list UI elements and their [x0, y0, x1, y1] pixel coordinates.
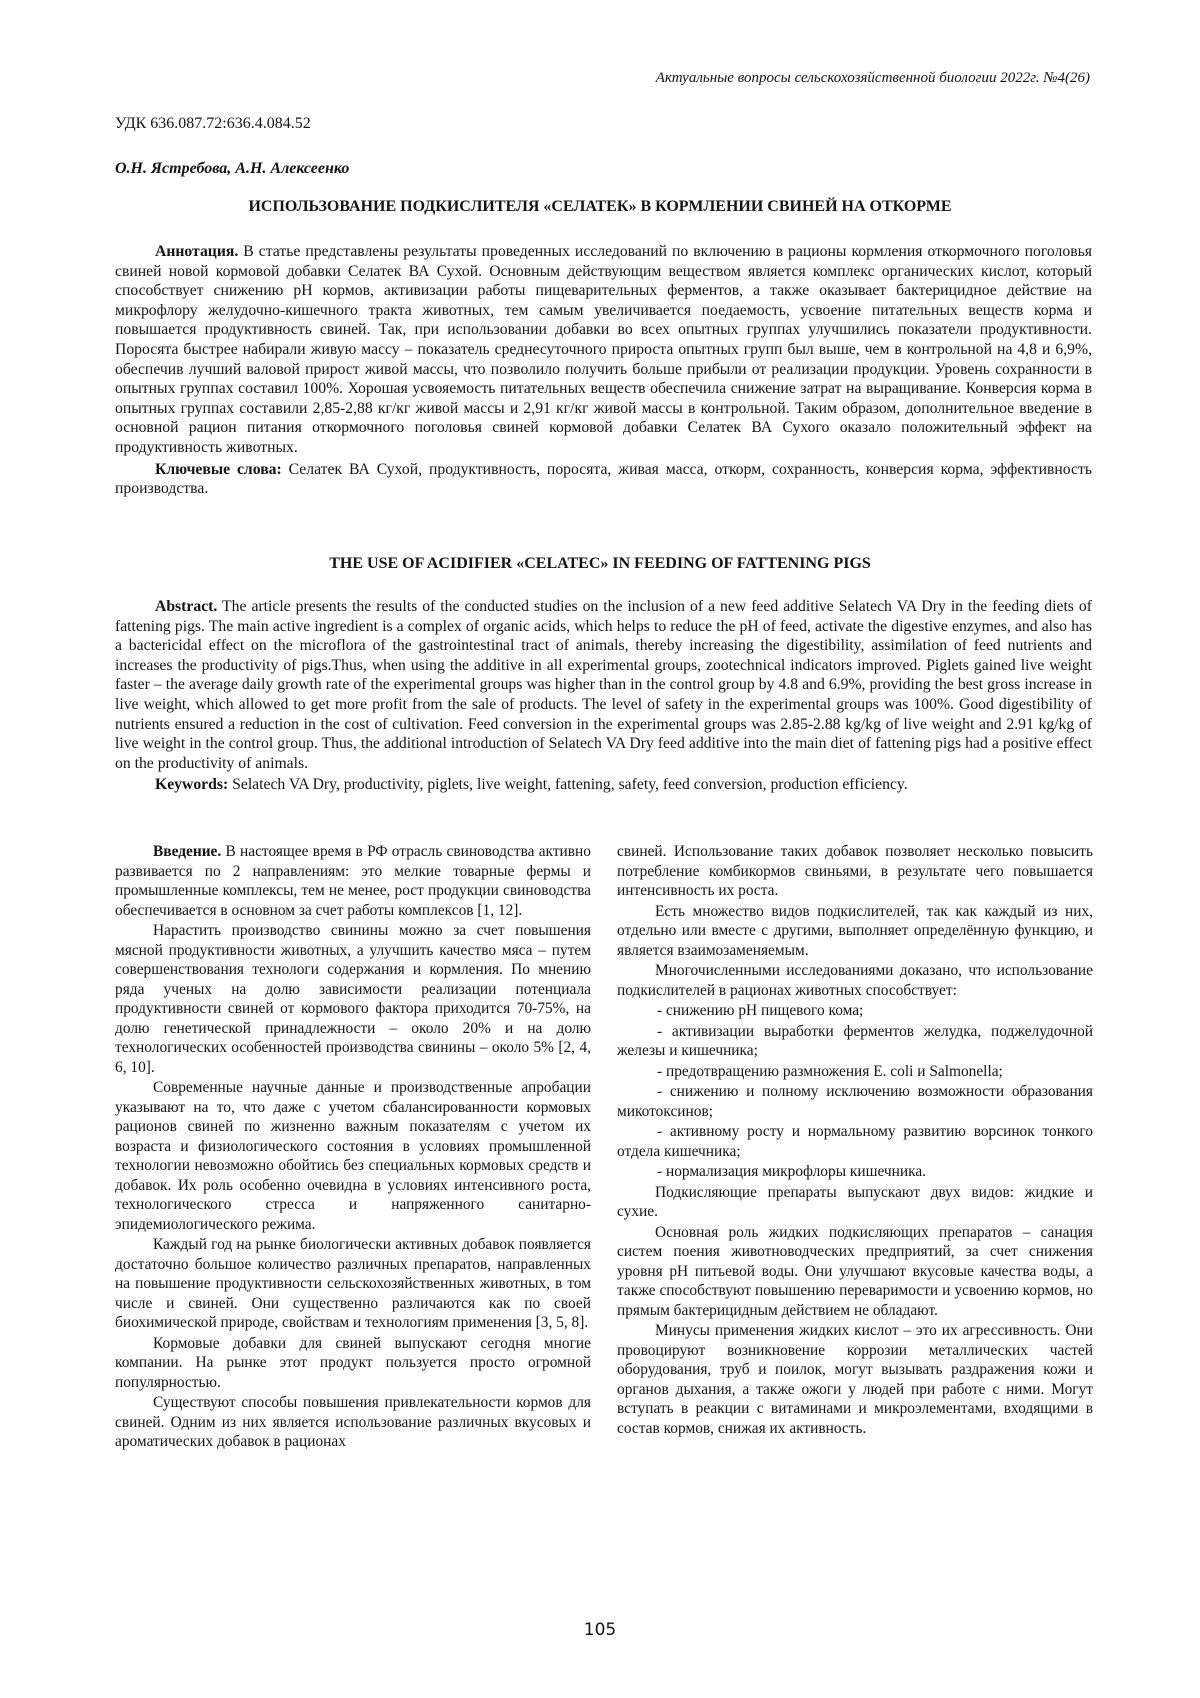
article-title-ru: ИСПОЛЬЗОВАНИЕ ПОДКИСЛИТЕЛЯ «СЕЛАТЕК» В КОРМЛЕНИИ СВИНЕЙ НА ОТКОРМЕ	[248, 198, 952, 215]
bullet-item: - снижению pH пищевого кома;	[657, 1002, 864, 1019]
article-title-en: THE USE OF ACIDIFIER «CELATEC» IN FEEDING OF FATTENING PIGS	[329, 555, 871, 572]
body-paragraph: Подкисляющие препараты выпускают двух видов: жидкие и сухие.	[617, 1183, 1093, 1220]
body-paragraph: свиней. Использование таких добавок позволяет несколько повысить потребление комбикормов свиньями, в результате чего повышается интенсивность их роста.	[617, 843, 1093, 899]
body-paragraph: Современные научные данные и производственные апробации указывают на то, что даже с учетом сбалансированности кормовых рационов свиней по жизненно важным показателям с учетом их возраста и физиологического состояния в условиях промышленной технологии невозможно обойтись без специальных кормовых средств и добавок. Их роль особенно очевидна в условиях интенсивного роста, технологического стресса и напряженного санитарно-эпидемиологического режима.	[115, 1079, 591, 1233]
body-paragraph: Каждый год на рынке биологически активных добавок появляется достаточно большое количество различных препаратов, направленных на повышение продуктивности сельскохозяйственных животных, в том числе и свиней. Они существенно различаются как по своей биохимической природе, свойствам и технологиям применения [3, 5, 8].	[115, 1236, 591, 1331]
abstract-ru	[115, 242, 1092, 499]
body-paragraph: Минусы применения жидких кислот – это их агрессивность. Они провоцируют возникновение коррозии металлических частей оборудования, труб и поилок, могут вызывать раздражения кожи и органов дыхания, а также ожоги у людей при работе с ними. Могут вступать в реакции с витаминами и микроэлементами, входящими в состав кормов, снижая их активность.	[617, 1322, 1093, 1437]
bullet-item: - нормализация микрофлоры кишечника.	[657, 1163, 927, 1180]
body-paragraph: Многочисленными исследованиями доказано, что использование подкислителей в рационах животных способствует:	[617, 962, 1093, 999]
abstract-ru-label: Аннотация.	[155, 243, 239, 260]
abstract-ru-paragraph	[115, 242, 1092, 458]
udc-code: УДК 636.087.72:636.4.084.52	[115, 115, 311, 132]
body-left-column	[115, 842, 591, 1453]
body-paragraph: Существуют способы повышения привлекательности кормов для свиней. Одним из них является использование различных вкусовых и ароматических добавок в рационах	[115, 1394, 591, 1450]
bullet-item: - снижению и полному исключению возможности образования микотоксинов;	[617, 1083, 1093, 1120]
body-paragraph: Основная роль жидких подкисляющих препаратов – санация систем поения животноводческих предприятий, за счет снижения уровня pH питьевой воды. Они улучшают вкусовые качества воды, а также способствуют повышению переваримости и усвоению кормов, но прямым бактерицидным действием не обладают.	[617, 1223, 1093, 1319]
body-paragraph: Кормовые добавки для свиней выпускают сегодня многие компании. На рынке этот продукт пользуется просто огромной популярностью.	[115, 1334, 591, 1391]
abstract-en-paragraph	[115, 597, 1092, 773]
bullet-item: - активизации выработки ферментов желудка, поджелудочной железы и кишечника;	[617, 1022, 1093, 1059]
keywords-en-label: Keywords:	[155, 776, 229, 794]
body-paragraph: Есть множество видов подкислителей, так как каждый из них, отдельно или вместе с другими, выполняет определённую функцию, и является взаимозаменяемым.	[617, 902, 1093, 959]
journal-running-head: Актуальные вопросы сельскохозяйственной биологии 2022г. №4(26)	[655, 70, 1090, 86]
keywords-en-text: Selatech VA Dry, productivity, piglets, live weight, fattening, safety, feed conversion, production efficiency.	[228, 776, 908, 794]
bullet-item: - предотвращению размножения E. coli и Salmonella;	[657, 1062, 1003, 1080]
abstract-en	[115, 597, 1092, 795]
intro-label: Введение.	[153, 843, 222, 860]
keywords-ru-paragraph	[115, 460, 1092, 499]
bullet-item: - активному росту и нормальному развитию ворсинок тонкого отдела кишечника;	[617, 1123, 1093, 1160]
intro-text: В настоящее время в РФ отрасль свиноводства активно развивается по 2 направлениям: это мелкие товарные фермы и промышленные комплексы, тем не менее, рост продукции свиноводства обеспечивается в основном за счет работы комплексов [1, 12].	[115, 843, 591, 919]
intro-paragraph	[115, 842, 591, 920]
authors: О.Н. Ястребова, А.Н. Алексеенко	[115, 160, 350, 177]
keywords-ru-text: Селатек ВА Сухой, продуктивность, поросята, живая масса, откорм, сохранность, конверсия корма, эффективность производства.	[115, 460, 1092, 498]
keywords-ru-label: Ключевые слова:	[155, 460, 282, 478]
keywords-en-paragraph	[115, 775, 1092, 795]
body-right-column	[617, 842, 1093, 1439]
page-number: 105	[583, 1620, 617, 1640]
abstract-ru-text: В статье представлены результаты проведенных исследований по включению в рационы кормления откормочного поголовья свиней новой кормовой добавки Селатек ВА Сухой. Основным действующим веществом является комплекс органических кислот, который способствует снижению рН кормов, активизации работы пищеварительных ферментов, а также оказывает бактерицидное действие на микрофлору желудочно-кишечного тракта животных, тем самым увеличивается поедаемость, усвоение питательных веществ корма и повышается продуктивность свиней. Так, при использовании добавки во всех опытных группах улучшились показатели продуктивности. Поросята быстрее набирали живую массу – показатель среднесуточного прироста опытных групп был выше, чем в контрольной на 4,8 и 6,9%, обеспечив лучший валовой прирост живой массы, что позволило получить больше прибыли от реализации продукции. Уровень сохранности в опытных группах составил 100%. Хорошая усвояемость питательных веществ обеспечила снижение затрат на выращивание. Конверсия корма в опытных группах составили 2,85-2,88 кг/кг живой массы и 2,91 кг/кг живой массы в контрольной. Таким образом, дополнительное введение в основной рацион питания откормочного поголовья свиней кормовой добавки Селатек ВА Сухого оказало положительный эффект на продуктивность животных.	[115, 243, 1092, 456]
abstract-en-text: The article presents the results of the conducted studies on the inclusion of a new feed additive Selatech VA Dry in the feeding diets of fattening pigs. The main active ingredient is a complex of organic acids, which helps to reduce the pH of feed, activate the digestive enzymes, and also has a bactericidal effect on the microflora of the gastrointestinal tract of animals, thereby increasing the digestibility, assimilation of feed nutrients and increases the productivity of pigs.Thus, when using the additive in all experimental groups, zootechnical indicators improved. Piglets gained live weight faster – the average daily growth rate of the experimental groups was higher than in the control group by 4.8 and 6.9%, providing the best gross increase in live weight, which allowed to get more profit from the sale of products. The level of safety in the experimental groups was 100%. Good digestibility of nutrients ensured a reduction in the cost of cultivation. Feed conversion in the experimental groups was 2.85-2.88 kg/kg of live weight and 2.91 kg/kg of live weight in the control group. Thus, the additional introduction of Selatech VA Dry feed additive into the main diet of fattening pigs had a positive effect on the productivity of animals.	[115, 598, 1092, 772]
abstract-en-label: Abstract.	[155, 598, 218, 615]
body-paragraph: Нарастить производство свинины можно за счет повышения мясной продуктивности животных, а улучшить качество мяса – путем совершенствования технологи содержания и кормления. По мнению ряда ученых на долю зависимости реализации потенциала продуктивности свиней от кормового фактора приходится 70-75%, на долю генетической принадлежности – около 20% и на долю технологических особенностей производства свинины – около 5% [2, 4, 6, 10].	[115, 922, 591, 1076]
